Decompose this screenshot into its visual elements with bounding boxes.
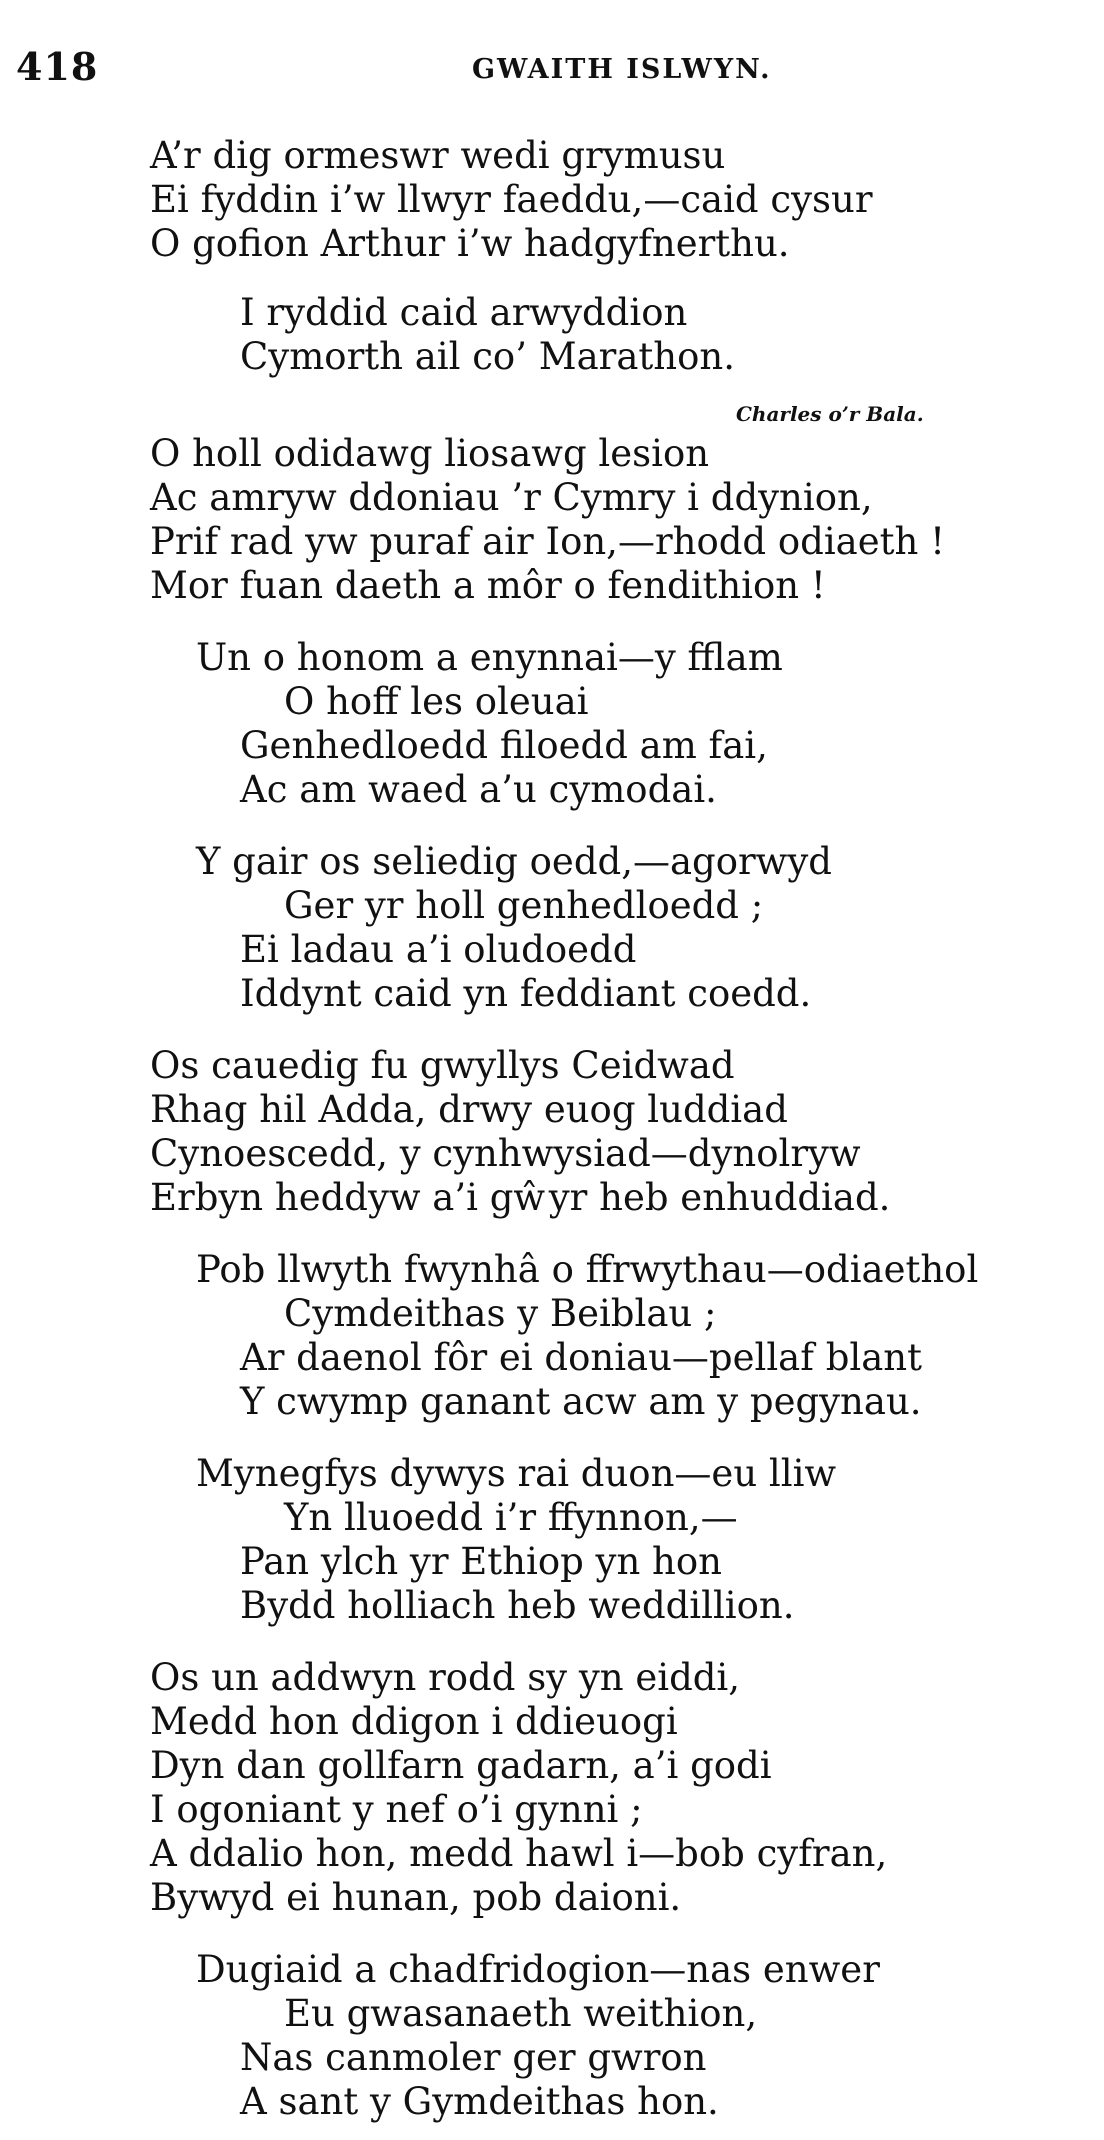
verse-line: A ddalio hon, medd hawl i—bob cyfran, — [150, 1832, 888, 1875]
verse-line: Ac am waed a’u cymodai. — [240, 768, 717, 811]
verse-line: Ei ladau a’i oludoedd — [240, 928, 637, 971]
verse-line: Rhag hil Adda, drwy euog luddiad — [150, 1088, 788, 1131]
verse-line: I ogoniant y nef o’i gynni ; — [150, 1788, 643, 1831]
verse-line: Ar daenol fôr ei doniau—pellaf blant — [240, 1336, 922, 1379]
verse-line: A’r dig ormeswr wedi grymusu — [150, 134, 726, 177]
verse-line: Pob llwyth fwynhâ o ffrwythau—odiaethol — [196, 1248, 979, 1291]
verse-line: Mynegfys dywys rai duon—eu lliw — [196, 1452, 837, 1495]
verse-line: Cynoescedd, y cynhwysiad—dynolryw — [150, 1132, 861, 1175]
verse-line: Yn lluoedd i’r ffynnon,— — [284, 1496, 738, 1539]
verse-line: Os cauedig fu gwyllys Ceidwad — [150, 1044, 735, 1087]
verse-line: Erbyn heddyw a’i gŵyr heb enhuddiad. — [150, 1176, 891, 1219]
verse-line: Ger yr holl genhedloedd ; — [284, 884, 764, 927]
verse-line: Medd hon ddigon i ddieuogi — [150, 1700, 678, 1743]
verse-line: Dyn dan gollfarn gadarn, a’i godi — [150, 1744, 772, 1787]
verse-line: Bydd holliach heb weddillion. — [240, 1584, 795, 1627]
verse-line: Un o honom a enynnai—y fflam — [196, 636, 783, 679]
verse-line: Mor fuan daeth a môr o fendithion ! — [150, 564, 826, 607]
verse-line: Nas canmoler ger gwron — [240, 2036, 707, 2079]
verse-line: I ryddid caid arwyddion — [240, 291, 688, 334]
running-title: GWAITH ISLWYN. — [472, 54, 772, 85]
verse-line: O holl odidawg liosawg lesion — [150, 432, 710, 475]
verse-line: Genhedloedd filoedd am fai, — [240, 724, 768, 767]
verse-line: O gofion Arthur i’w hadgyfnerthu. — [150, 222, 790, 265]
verse-line: Dugiaid a chadfridogion—nas enwer — [196, 1948, 880, 1991]
verse-line: Pan ylch yr Ethiop yn hon — [240, 1540, 722, 1583]
verse-line: Ei fyddin i’w llwyr faeddu,—caid cysur — [150, 178, 873, 221]
verse-line: Y gair os seliedig oedd,—agorwyd — [196, 840, 832, 883]
verse-line: O hoff les oleuai — [284, 680, 589, 723]
verse-line: Bywyd ei hunan, pob daioni. — [150, 1876, 682, 1919]
verse-line: A sant y Gymdeithas hon. — [240, 2080, 719, 2123]
page-number: 418 — [16, 44, 99, 89]
verse-line: Y cwymp ganant acw am y pegynau. — [240, 1380, 922, 1423]
verse-line: Prif rad yw puraf air Ion,—rhodd odiaeth ! — [150, 520, 945, 563]
verse-line: Os un addwyn rodd sy yn eiddi, — [150, 1656, 741, 1699]
attribution: Charles o’r Bala. — [736, 402, 924, 426]
verse-line: Cymdeithas y Beiblau ; — [284, 1292, 717, 1335]
verse-line: Ac amryw ddoniau ’r Cymry i ddynion, — [150, 476, 873, 519]
verse-line: Iddynt caid yn feddiant coedd. — [240, 972, 812, 1015]
verse-line: Eu gwasanaeth weithion, — [284, 1992, 758, 2035]
verse-line: Cymorth ail co’ Marathon. — [240, 335, 735, 378]
